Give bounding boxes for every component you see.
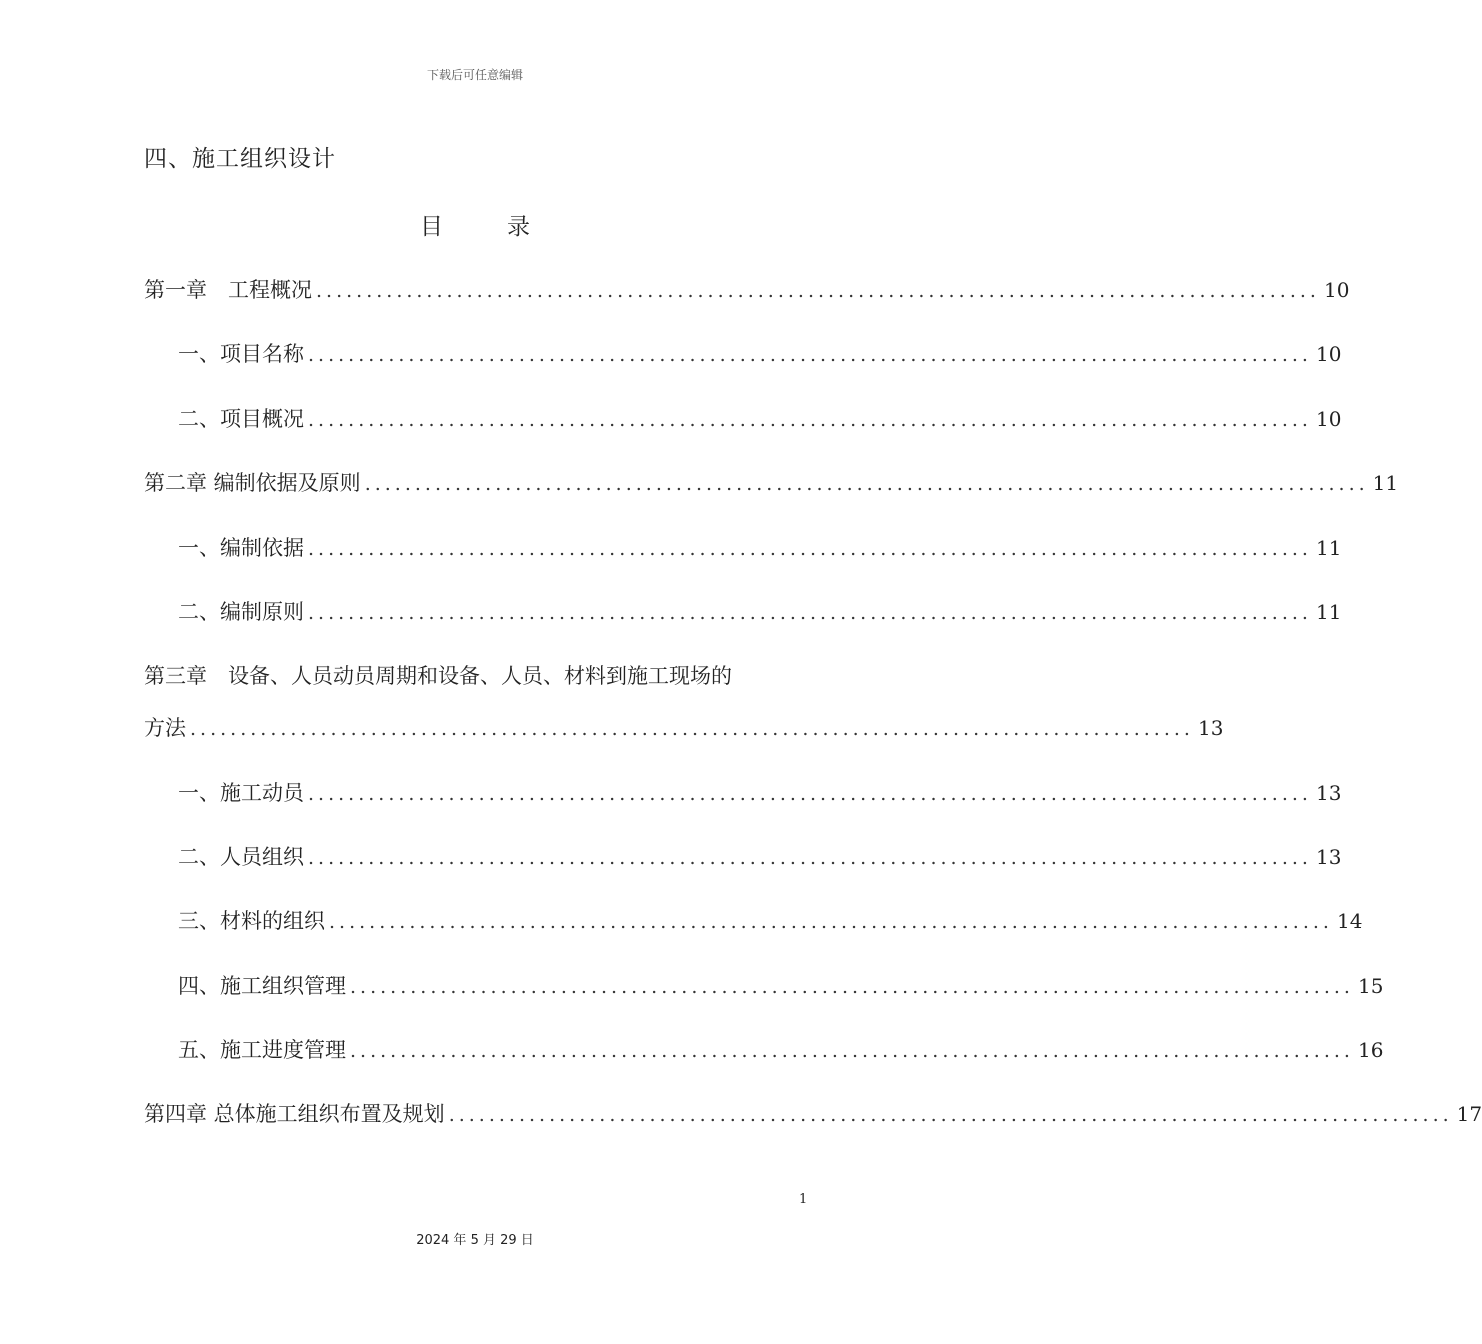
- toc-entry-label: 二、编制原则: [178, 600, 304, 624]
- toc-leader-dots: ....................................................................................................: [308, 783, 1312, 805]
- toc-entry-page: 10: [1315, 342, 1342, 366]
- toc-entry-label: 五、施工进度管理: [178, 1038, 346, 1062]
- toc-entry-label: 第四章 总体施工组织布置及规划: [144, 1102, 445, 1126]
- toc-heading-char-2: 录: [507, 214, 530, 240]
- page-number: 1: [799, 1192, 808, 1207]
- toc-leader-dots: ....................................................................................................: [350, 976, 1354, 998]
- toc-entry[interactable]: [178, 905, 1363, 935]
- toc-entry-page: 13: [1315, 781, 1342, 805]
- toc-entry-page: 11: [1315, 600, 1342, 624]
- toc-entry[interactable]: [178, 1034, 1384, 1064]
- toc-heading-char-1: 目: [420, 214, 443, 240]
- toc-entry-page: 17: [1456, 1102, 1482, 1126]
- toc-entry-page: 13: [1197, 716, 1224, 740]
- toc-entry-page: 13: [1315, 845, 1342, 869]
- toc-entry-page: 15: [1357, 974, 1384, 998]
- toc-entry[interactable]: [144, 1098, 1482, 1128]
- toc-leader-dots: ....................................................................................................: [308, 344, 1312, 366]
- toc-entry-label: 三、材料的组织: [178, 909, 325, 933]
- toc-entry[interactable]: [144, 274, 1350, 304]
- toc-leader-dots: ....................................................................................................: [364, 473, 1369, 495]
- toc-leader-dots: ....................................................................................................: [350, 1040, 1354, 1062]
- toc-leader-dots: ....................................................................................................: [190, 718, 1194, 740]
- footer-date: 2024 年 5 月 29 日: [416, 1233, 534, 1248]
- toc-leader-dots: ....................................................................................................: [308, 538, 1312, 560]
- toc-entry[interactable]: [178, 596, 1342, 626]
- toc-entry-page: 14: [1336, 909, 1363, 933]
- toc-entry[interactable]: [144, 467, 1399, 497]
- toc-entry-label-line1[interactable]: 第三章 设备、人员动员周期和设备、人员、材料到施工现场的: [144, 664, 732, 688]
- toc-entry[interactable]: [178, 970, 1384, 1000]
- toc-entry-page: 10: [1323, 278, 1350, 302]
- section-title: 四、施工组织设计: [144, 146, 336, 172]
- toc-entry-label: 第一章 工程概况: [144, 278, 312, 302]
- toc-entry-label: 方法: [144, 716, 186, 740]
- page-header: 下载后可任意编辑: [426, 68, 523, 82]
- toc-entry[interactable]: [178, 841, 1342, 871]
- toc-entry[interactable]: [178, 777, 1342, 807]
- toc-leader-dots: ....................................................................................................: [329, 911, 1333, 933]
- toc-leader-dots: ....................................................................................................: [316, 280, 1320, 302]
- toc-entry-label: 一、项目名称: [178, 342, 304, 366]
- toc-entry[interactable]: [178, 403, 1342, 433]
- toc-entry-page: 16: [1357, 1038, 1384, 1062]
- toc-entry-label: 四、施工组织管理: [178, 974, 346, 998]
- toc-entry[interactable]: [178, 532, 1342, 562]
- toc-entry-label: 第二章 编制依据及原则: [144, 471, 361, 495]
- toc-entry-label: 二、项目概况: [178, 407, 304, 431]
- toc-leader-dots: ....................................................................................................: [308, 602, 1312, 624]
- toc-entry-page: 11: [1372, 471, 1399, 495]
- toc-leader-dots: ....................................................................................................: [308, 409, 1312, 431]
- toc-entry-label: 一、施工动员: [178, 781, 304, 805]
- toc-leader-dots: ....................................................................................................: [308, 847, 1312, 869]
- toc-entry-page: 10: [1315, 407, 1342, 431]
- toc-entry-page: 11: [1315, 536, 1342, 560]
- toc-entry-label: 一、编制依据: [178, 536, 304, 560]
- toc-leader-dots: ....................................................................................................: [448, 1104, 1453, 1126]
- toc-entry[interactable]: [144, 712, 1224, 742]
- toc-entry-label: 二、人员组织: [178, 845, 304, 869]
- toc-entry[interactable]: [178, 338, 1342, 368]
